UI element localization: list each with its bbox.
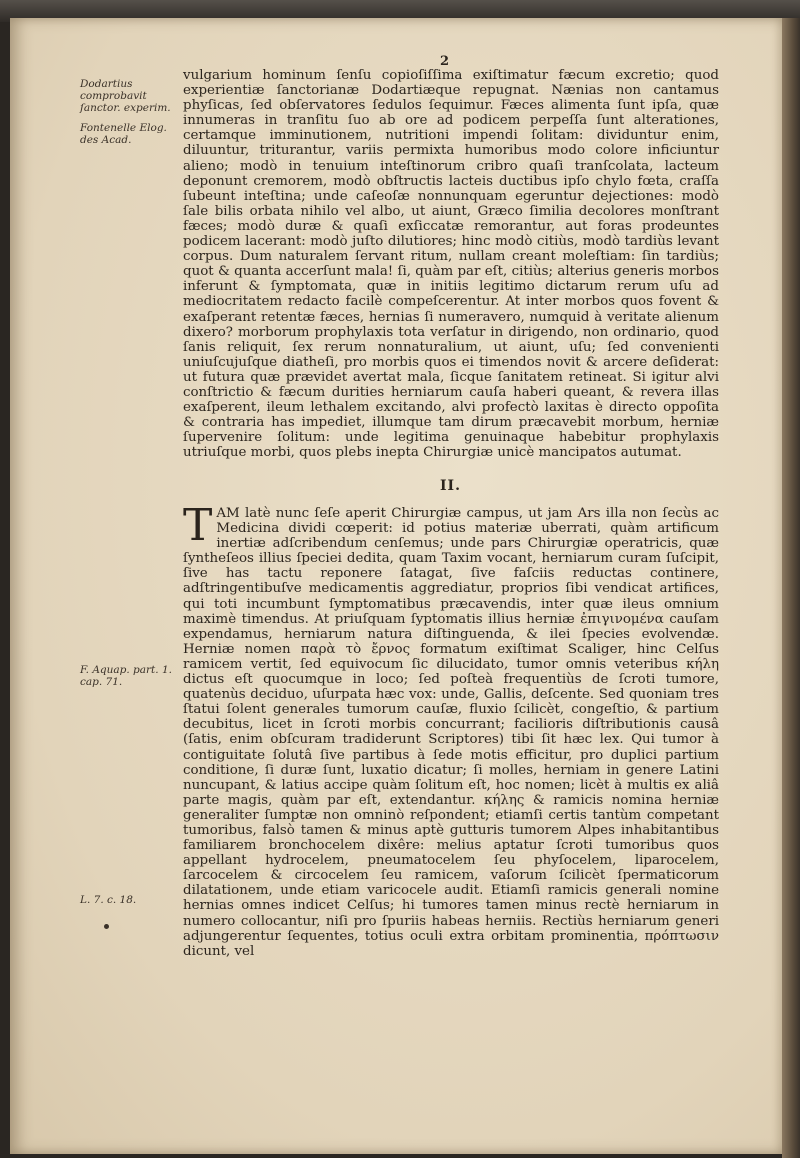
margin-mark [104, 924, 109, 929]
drop-cap: T [183, 500, 213, 551]
paragraph-1-text: vulgarium hominum ſenſu copioſiſſima exiſtimatur fæcum excretio; quod experientiæ ſanctorianæ Dodartiæque repugnat. Nænias non cantamus phyſicas, ſed obſervatores ſedulos ſequimur. Fæces alimenta ſunt ipſa, quæ innumeras in tranſitu ſuo ab ore ad podicem perpeſſa ſunt alterationes, certamque imminutionem, nutritioni impendi ſolitam: dividuntur enim, diluuntur, triturantur, variis permixta humoribus modo colore inficiuntur alieno; modò in tenuium inteſtinorum cribro quaſi tranſcolata, lacteum deponunt cremorem, modò obſtructis lacteis ductibus ipſo chylo fœta, craſſa ſubeunt inteſtina; unde caſeoſæ nonnunquam egeruntur dejectiones: modò ſale bilis orbata nihilo vel albo, ut aiunt, Græco ſimilia decolores monſtrant fæces; modò duræ & quaſi exſiccatæ remorantur, aut foras prodeuntes podicem lacerant: modò juſto dilutiores; hinc modò citiùs, modò tardiùs levant corpus. Dum naturalem ſervant ritum, nullam creant moleſtiam: ſin tardiùs; quot & quanta accerſunt mala! ſi, quàm par eſt, citiùs; alterius generis morbos inferunt & ſymptomata, quæ in initiis legitimo dictarum rerum uſu ad mediocritatem redacto facilè compeſcerentur. At inter morbos quos fovent & exaſperant retentæ fæces, hernias ſi numeravero, numquid à veritate alienum dixero? morborum prophylaxis tota verſatur in dirigendo, non ordinario, quod ſanis reliquit, ſex rerum nonnaturalium, ut aiunt, uſu; ſed convenienti uniuſcujuſque diatheſi, pro morbis quos ei timendos novit & arcere deſiderat: ut futura quæ prævidet avertat mala, ſicque ſanitatem retineat. Si igitur alvi conſtrictio & fæcum durities herniarum cauſa haberi queant, & revera illas exaſperent, ileum lethalem excitando, alvi profectò laxitas è directo oppoſita & contraria has impediet, illumque tam dirum præcavebit morbum, herniæ ſupervenire ſolitum: unde legitima genuinaque habebitur prophylaxis utriuſque morbi, quos plebs inepta Chirurgiæ unicè mancipatos autumat. [183, 68, 719, 461]
margin-note-dodartius: Dodartius comprobavit ſanctor. experim. [80, 78, 171, 114]
margin-note-celsus: L. 7. c. 18. [80, 894, 137, 906]
paragraph-2-text: AM latè nunc ſeſe aperit Chirurgiæ campus, ut jam Ars illa non ſecùs ac Medicina dividi cœperit: id potius materiæ uberrati, quàm artificum inertiæ adſcribendum cenſemus; unde pars Chirurgiæ operatricis, quæ ſyntheſeos illius ſpeciei dedita, quam Taxim vocant, herniarum curam ſuſcipit, ſive has tactu reponere ſatagat, ſive faſciis reductas continere, adſtringentibuſve medicamentis aggrediatur, proprios ſibi vendicat artifices, qui toti incumbunt ſymptomatibus præcavendis, inter quæ ileus omnium maximè timendus. At priuſquam ſyptomatis illius herniæ ἐπιγινομένα cauſam expendamus, herniarum natura diſtinguenda, & ilei ſpecies evolvendæ. Herniæ nomen παρὰ τὸ ἔρνος formatum exiſtimat Scaliger, hinc Celſus ramicem vertit, ſed equivocum ſic dilucidato, tumor omnis veteribus κήλη dictus eſt quocumque in loco; ſed poſteà frequentiùs de ſcroti tumore, quatenùs deciduo, uſurpata hæc vox: unde, Gallis, deſcente. Sed quoniam tres ſtatui ſolent generales tumorum cauſæ, fluxio ſcilicèt, congeſtio, & partium decubitus, licet in ſcroti morbis concurrant; facilioris diſtributionis causâ (ſatis, enim obſcuram tradiderunt Scriptores) tibi ſit hæc lex. Qui tumor à contiguitate ſolutâ ſive partibus à ſede motis efficitur, pro duplici partium conditione, ſi duræ ſunt, luxatio dicatur; ſi molles, herniam in genere Latini nuncupant, & latius accipe quàm ſolitum eſt, hoc nomen; licèt à multis ex aliâ parte magis, quàm par eſt, extendantur. κήλης & ramicis nomina herniæ generaliter ſumptæ non omninò reſpondent; etiamſi certis tantùm competant tumoribus, falsò tamen & minus aptè gutturis tumorem Alpes inhabitantibus familiarem bronchocelem dixêre: melius aptatur ſcroti tumoribus quos appellant hydrocelem, pneumatocelem ſeu phyſocelem, liparocelem, ſarcocelem & circocelem ſeu ramicem, vaſorum ſcilicèt ſpermaticorum dilatationem, unde etiam varicocele audit. Etiamſi ramicis generali nomine hernias omnes indicet Celſus; hi tumores tamen minus rectè herniarum in numero collocantur, niſi pro ſpuriis habeas herniis. Rectiùs herniarum generi adjungerentur ſequentes, totius oculi extra orbitam prominentia, πρόπτωσιν dicunt, vel [183, 506, 719, 959]
section-heading: II. [440, 478, 461, 494]
book-edge [782, 18, 800, 1158]
page-number: 2 [440, 54, 450, 69]
margin-note-aquap: F. Aquap. part. 1. cap. 71. [80, 664, 172, 688]
paragraph-1 [183, 68, 719, 474]
paragraph-2 [183, 500, 719, 959]
margin-note-fontenelle: Fontenelle Elog. des Acad. [80, 122, 167, 146]
paragraph-2-container [183, 500, 719, 959]
